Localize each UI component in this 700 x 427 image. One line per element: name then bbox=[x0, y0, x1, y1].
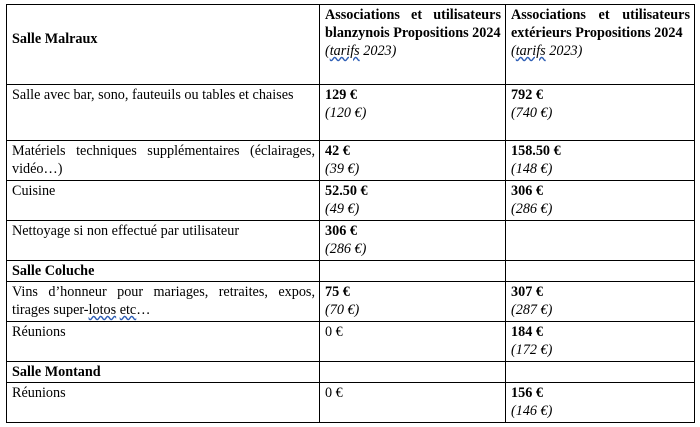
local-price-cell: 129 € (120 €) bbox=[320, 85, 506, 141]
row-label-etc: etc bbox=[119, 302, 137, 318]
local-price-cell: 75 € (70 €) bbox=[320, 282, 506, 322]
local-price-cell: 42 € (39 €) bbox=[320, 141, 506, 181]
empty-cell bbox=[320, 362, 506, 383]
col-ext-title: Associations et utilisateurs extérieurs Propositions 2024 bbox=[511, 7, 690, 41]
table-header-row bbox=[7, 5, 695, 85]
header-local-cell bbox=[320, 5, 506, 85]
table-row bbox=[7, 282, 695, 322]
row-label-lotos: lotos bbox=[88, 302, 117, 318]
empty-cell bbox=[506, 261, 695, 282]
row-label: Matériels techniques supplémentaires (éclairages, vidéo…) bbox=[7, 141, 320, 181]
local-price-cell: 0 € bbox=[320, 322, 506, 362]
header-room-cell bbox=[7, 5, 320, 85]
col-local-title: Associations et utilisateurs blanzynois Propositions 2024 bbox=[325, 7, 501, 41]
ext-price-cell bbox=[506, 221, 695, 261]
local-price-cell: 306 € (286 €) bbox=[320, 221, 506, 261]
row-label: Salle avec bar, sono, fauteuils ou tables et chaises bbox=[7, 85, 320, 141]
ext-price-cell: 184 € (172 €) bbox=[506, 322, 695, 362]
local-price-cell: 0 € bbox=[320, 383, 506, 423]
table-row bbox=[7, 221, 695, 261]
col-local-tarifs-note: (tarifs 2023) bbox=[325, 43, 397, 59]
col-local-tarifs-word: tarifs bbox=[329, 43, 360, 59]
table-row bbox=[7, 85, 695, 141]
room-title-malraux: Salle Malraux bbox=[12, 31, 98, 47]
header-ext-cell bbox=[506, 5, 695, 85]
table-row bbox=[7, 181, 695, 221]
section-row-montand bbox=[7, 362, 695, 383]
room-title-montand: Salle Montand bbox=[7, 362, 320, 383]
section-row-coluche bbox=[7, 261, 695, 282]
row-label: Nettoyage si non effectué par utilisateur bbox=[7, 221, 320, 261]
empty-cell bbox=[506, 362, 695, 383]
row-label: Cuisine bbox=[7, 181, 320, 221]
empty-cell bbox=[320, 261, 506, 282]
room-title-coluche: Salle Coluche bbox=[7, 261, 320, 282]
table-row bbox=[7, 322, 695, 362]
pricing-table bbox=[6, 4, 695, 423]
ext-price-cell: 307 € (287 €) bbox=[506, 282, 695, 322]
col-ext-tarifs-word: tarifs bbox=[515, 43, 546, 59]
col-ext-tarifs-note: (tarifs 2023) bbox=[511, 43, 583, 59]
ext-price-cell: 158.50 € (148 €) bbox=[506, 141, 695, 181]
ext-price-cell: 156 € (146 €) bbox=[506, 383, 695, 423]
ext-price-cell: 792 € (740 €) bbox=[506, 85, 695, 141]
table-row bbox=[7, 141, 695, 181]
local-price-cell: 52.50 € (49 €) bbox=[320, 181, 506, 221]
row-label: Réunions bbox=[7, 322, 320, 362]
table-row bbox=[7, 383, 695, 423]
row-label: Réunions bbox=[7, 383, 320, 423]
row-label: Vins d’honneur pour mariages, retraites, expos, tirages super-lotos etc… bbox=[7, 282, 320, 322]
ext-price-cell: 306 € (286 €) bbox=[506, 181, 695, 221]
